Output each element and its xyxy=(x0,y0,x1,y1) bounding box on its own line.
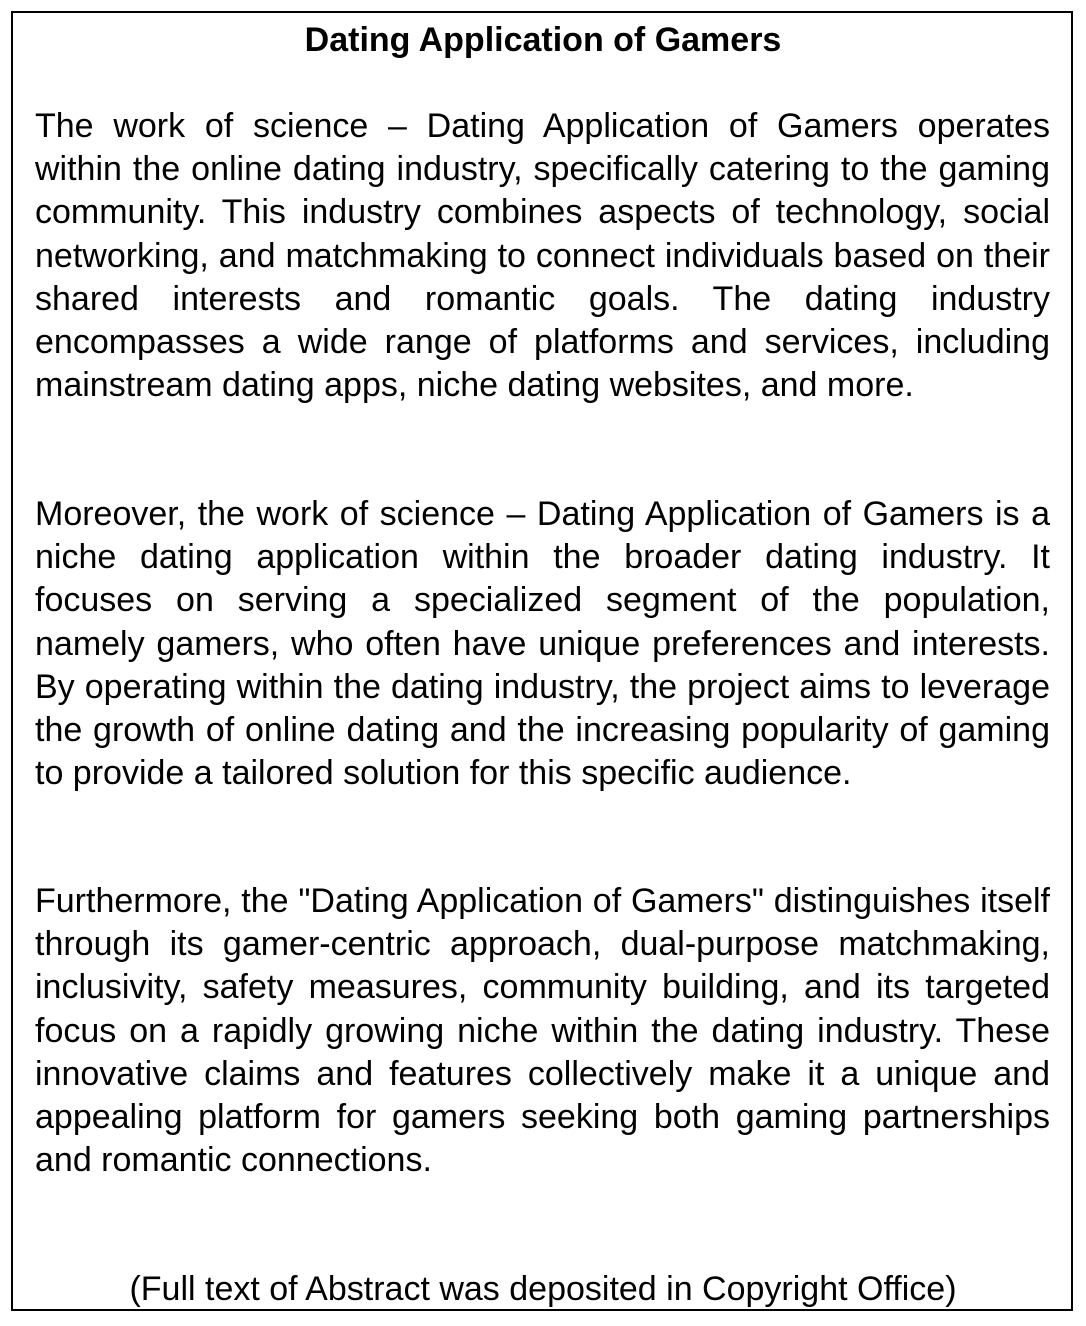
abstract-paragraph-2: Moreover, the work of science – Dating Application of Gamers is a niche dating application within the broader dating industry. It focuses on serving a specialized segment of the population, namely gamers, who often have unique preferences and interests. By operating within the dating industry, the project aims to leverage the growth of online dating and the increasing popularity of gaming to provide a tailored solution for this specific audience. xyxy=(35,495,1050,793)
abstract-paragraph-1: The work of science – Dating Application of Gamers operates within the online dating industry, specifically catering to the gaming community. This industry combines aspects of technology, social networking, and matchmaking to connect individuals based on their shared interests and romantic goals. The dating industry encompasses a wide range of platforms and services, including mainstream dating apps, niche dating websites, and more. xyxy=(35,107,1050,405)
copyright-note: (Full text of Abstract was deposited in Copyright Office) xyxy=(129,1270,957,1308)
abstract-title: Dating Application of Gamers xyxy=(304,21,782,59)
abstract-paragraph-3: Furthermore, the "Dating Application of Gamers" distinguishes itself through its gamer-centric approach, dual-purpose matchmaking, inclusivity, safety measures, community building, and its targeted focus on a rapidly growing niche within the dating industry. These innovative claims and features collectively make it a unique and appealing platform for gamers seeking both gaming partnerships and romantic connections. xyxy=(35,882,1050,1180)
